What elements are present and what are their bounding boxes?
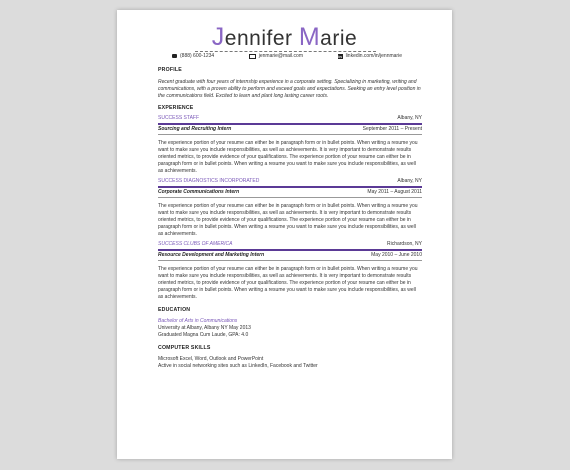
job-accent-bar xyxy=(158,249,422,251)
contact-bar xyxy=(172,53,402,59)
profile-text: Recent graduate with four years of internship experience in a corporate setting. Specializing in marketing, writing and communications, with a proven ability to perform and exceed goals and expectations. Seeking an entry level position in the communications field. Excited to learn and plant long lasting career roots. xyxy=(158,79,421,99)
education-honors: Graduated Magna Cum Laude, GPA: 4.0 xyxy=(158,332,249,338)
contact-email[interactable] xyxy=(249,53,303,59)
job-location: Albany, NY xyxy=(397,115,422,121)
name-first-rest: ennifer xyxy=(224,27,299,50)
job-role-row xyxy=(158,252,422,259)
job-title: Resource Development and Marketing Intern xyxy=(158,252,265,258)
contact-linkedin[interactable] xyxy=(338,53,402,59)
job-dates: May 2010 – June 2010 xyxy=(371,252,422,258)
job-role-row xyxy=(158,126,422,133)
job-entry xyxy=(158,178,422,238)
job-title: Corporate Communications Intern xyxy=(158,189,240,195)
resume-page xyxy=(117,10,452,459)
linkedin-icon: in xyxy=(338,53,342,59)
resume-name xyxy=(117,25,452,51)
job-entry xyxy=(158,241,422,301)
job-description: The experience portion of your resume can either be in paragraph form or in bullet points. When writing a resume you want to make sure you include responsibilities, as well as achievements. It is very important to demonstrate results oriented metrics, to provide evidence of your qualifications. The experience portion of your resume can either be in paragraph form or in bullet points. When writing a resume you want to make sure you include responsibilities, as well as achievements. xyxy=(158,203,418,237)
job-header xyxy=(158,115,422,122)
job-entry xyxy=(158,115,422,175)
job-accent-bar xyxy=(158,186,422,188)
job-location: Richardson, NY xyxy=(386,241,422,247)
education-school: University at Albany, Albany NY May 2013 xyxy=(158,325,251,331)
name-last-initial: M xyxy=(298,23,321,51)
name-divider xyxy=(195,51,376,52)
resume-content xyxy=(158,67,422,370)
job-description: The experience portion of your resume can either be in paragraph form or in bullet points. When writing a resume you want to make sure you include responsibilities, as well as achievements. It is very important to demonstrate results oriented metrics, to provide evidence of your qualifications. The experience portion of your resume can either be in paragraph form or in bullet points. When writing a resume you want to make sure you include responsibilities, as well as achievements. xyxy=(158,266,418,300)
education-heading: EDUCATION xyxy=(158,307,191,313)
job-header xyxy=(158,178,422,185)
job-description: The experience portion of your resume can either be in paragraph form or in bullet points. When writing a resume you want to make sure you include responsibilities, as well as achievements. It is very important to demonstrate results oriented metrics, to provide evidence of your qualifications. The experience portion of your resume can either be in paragraph form or in bullet points. When writing a resume you want to make sure you include responsibilities, as well as achievements. xyxy=(158,140,418,174)
skills-heading: COMPUTER SKILLS xyxy=(158,345,211,351)
job-accent-bar xyxy=(158,123,422,125)
phone-text: (888) 600-1234 xyxy=(180,53,215,59)
linkedin-text[interactable]: linkedin.com/in/jennmarie xyxy=(345,53,402,59)
name-first-initial: J xyxy=(211,23,225,51)
skills-block xyxy=(158,356,422,370)
job-role-row xyxy=(158,189,422,196)
email-text[interactable]: jenmarie@mail.com xyxy=(258,53,304,59)
job-title: Sourcing and Recruiting Intern xyxy=(158,126,232,132)
skill-item: Microsoft Excel, Word, Outlook and PowerPoint xyxy=(158,356,264,362)
job-role-divider xyxy=(158,197,422,198)
skill-item: Active in social networking sites such as LinkedIn, Facebook and Twitter xyxy=(158,363,318,369)
job-company: SUCCESS DIAGNOSTICS INCORPORATED xyxy=(158,178,260,184)
name-last-rest: arie xyxy=(320,27,358,50)
job-dates: September 2011 – Present xyxy=(362,126,422,132)
job-company: SUCCESS STAFF xyxy=(158,115,200,121)
contact-phone xyxy=(172,53,214,59)
job-company: SUCCESS CLUBS OF AMERICA xyxy=(158,241,233,247)
job-header xyxy=(158,241,422,248)
education-degree: Bachelor of Arts in Communications xyxy=(158,318,238,324)
job-role-divider xyxy=(158,134,422,135)
phone-icon xyxy=(172,54,177,58)
job-location: Albany, NY xyxy=(397,178,422,184)
email-icon xyxy=(249,54,256,59)
job-role-divider xyxy=(158,260,422,261)
profile-heading: PROFILE xyxy=(158,67,182,73)
education-block xyxy=(158,318,422,339)
experience-heading: EXPERIENCE xyxy=(158,105,194,111)
job-dates: May 2011 – August 2011 xyxy=(367,189,422,195)
